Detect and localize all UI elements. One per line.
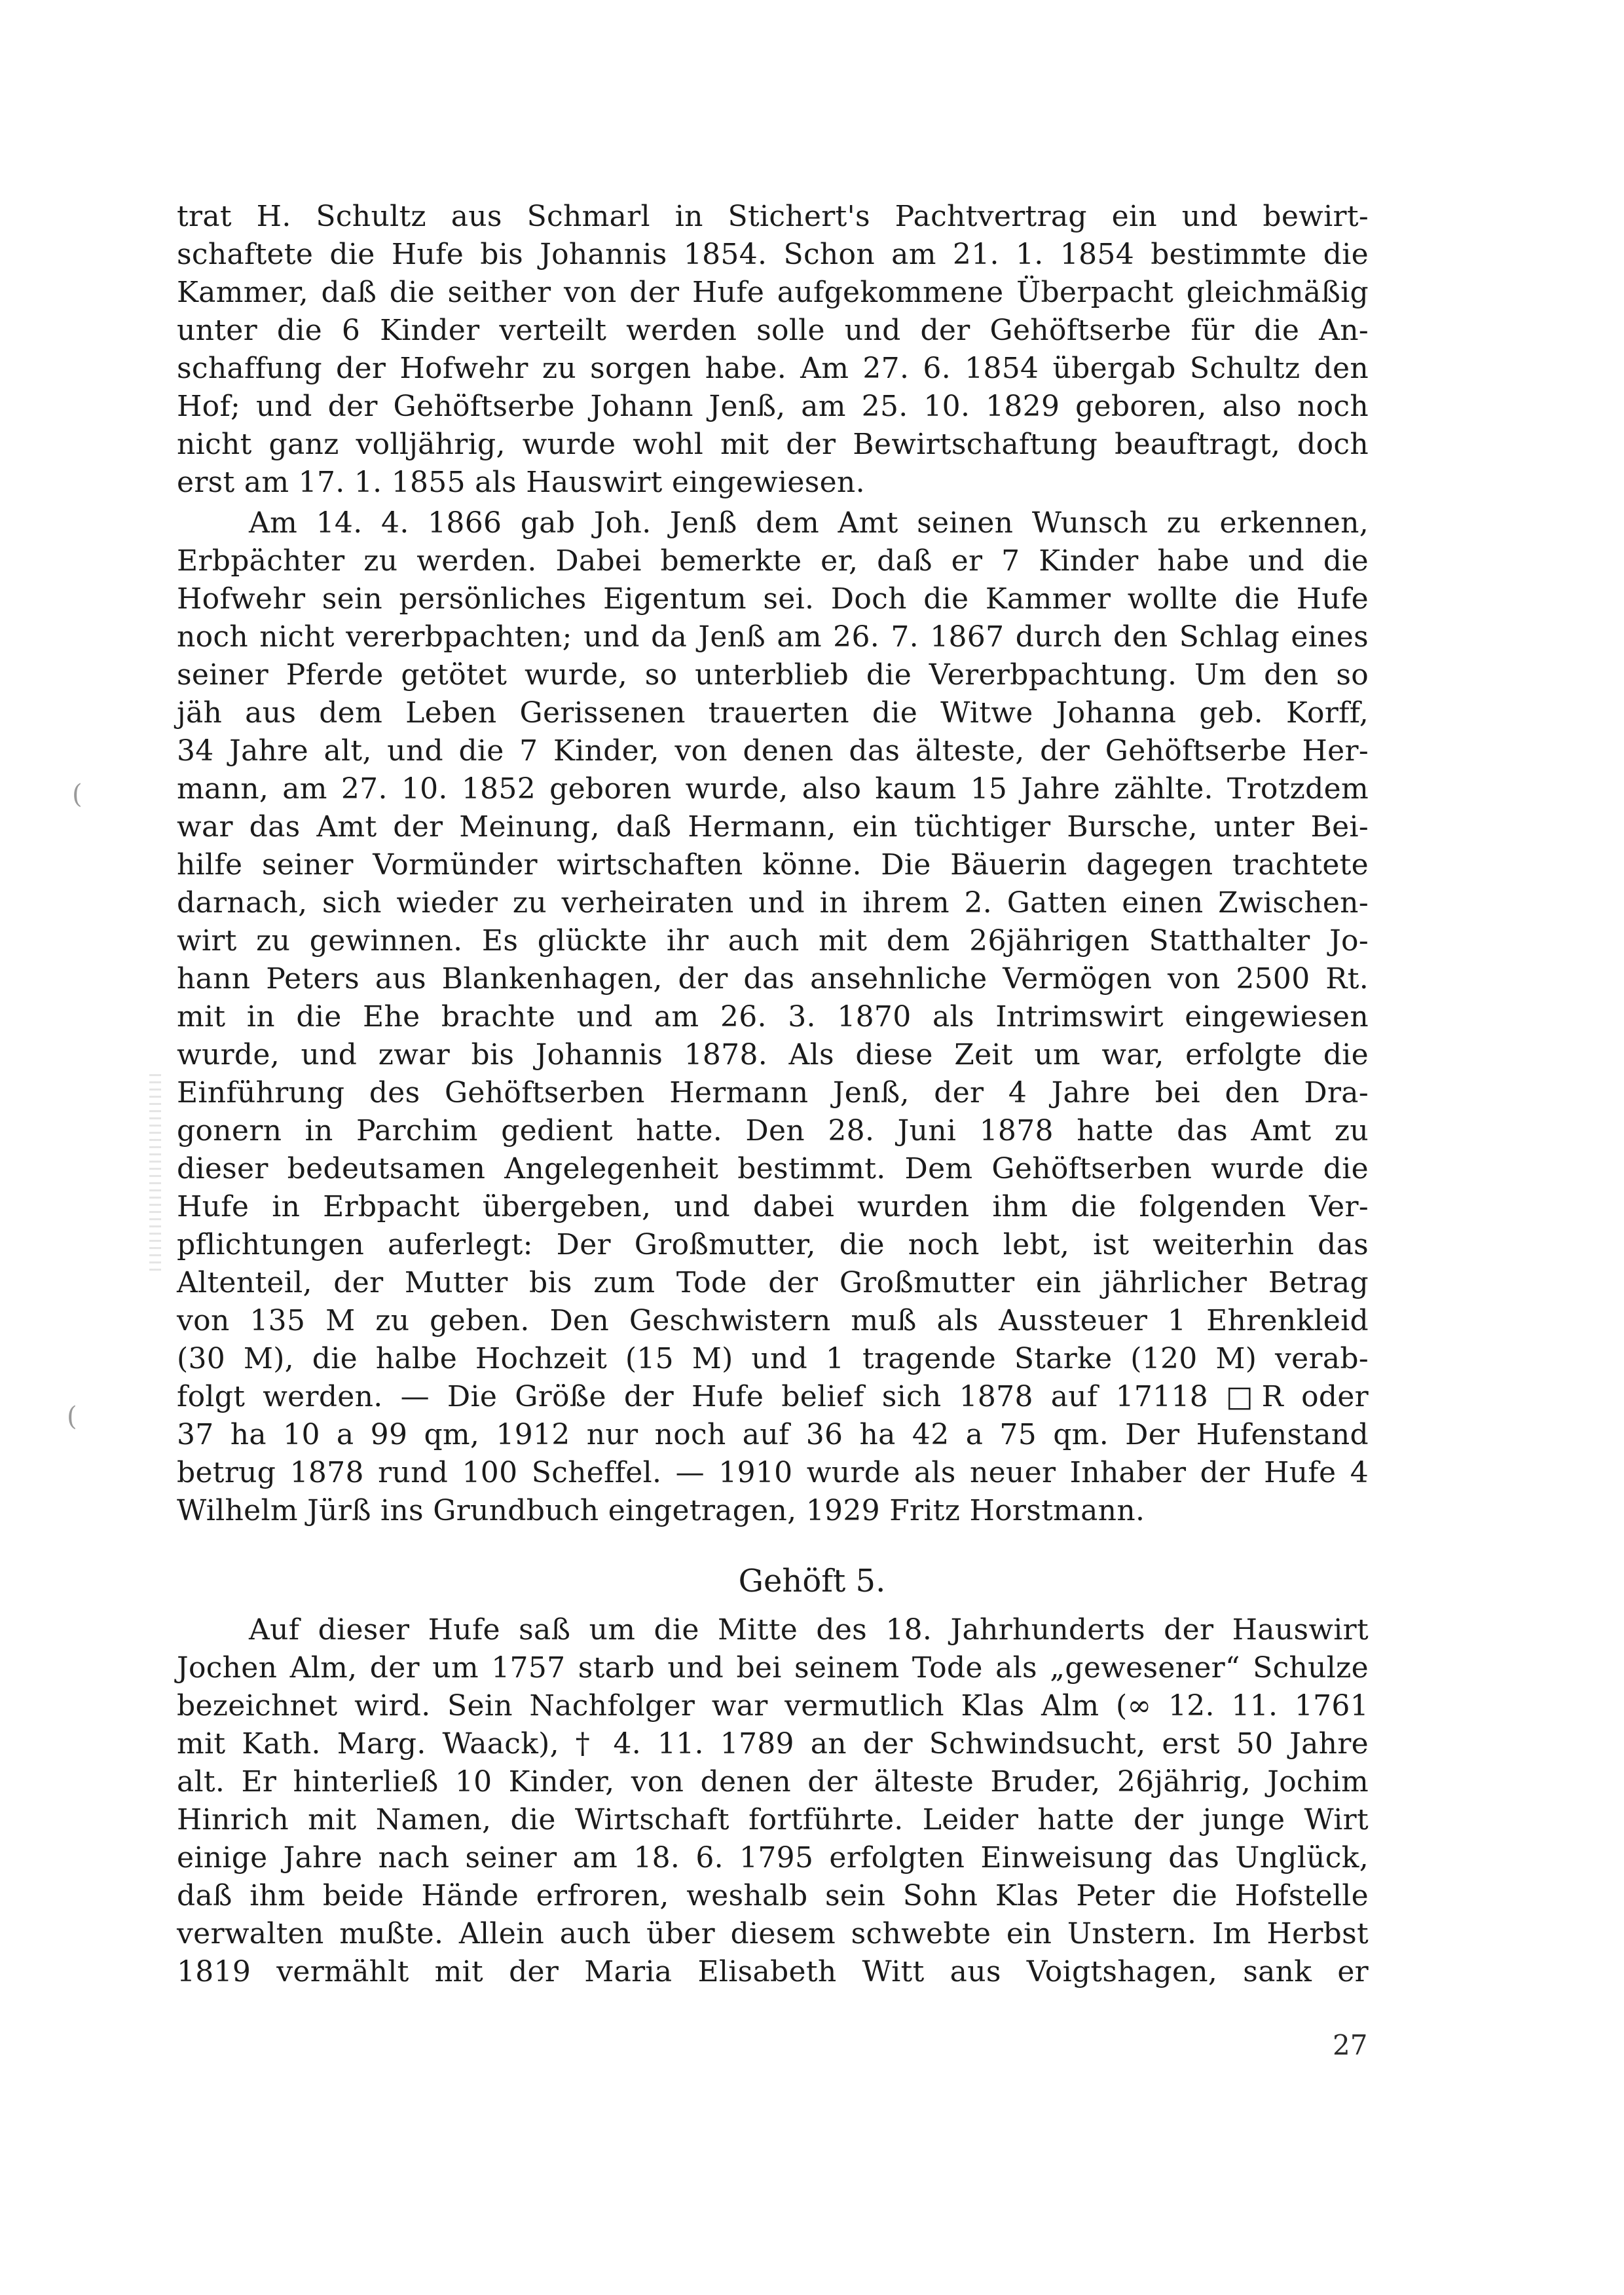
text-line: (30 M), die halbe Hochzeit (15 M) und 1 tragende Starke (120 M) verab-: [177, 1342, 1369, 1375]
text-line: einige Jahre nach seiner am 18. 6. 1795 erfolgten Einweisung das Unglück,: [177, 1841, 1369, 1875]
text-line: unter die 6 Kinder verteilt werden solle und der Gehöftserbe für die An-: [177, 314, 1369, 347]
text-line: Wilhelm Jürß ins Grundbuch eingetragen, 1929 Fritz Horstmann.: [177, 1494, 1145, 1527]
text-line: 34 Jahre alt, und die 7 Kinder, von denen das älteste, der Gehöftserbe Her-: [177, 734, 1369, 768]
margin-mark: (: [67, 1402, 77, 1432]
text-line: noch nicht vererbpachten; und da Jenß am 26. 7. 1867 durch den Schlag eines: [177, 620, 1369, 654]
text-line: mit in die Ehe brachte und am 26. 3. 1870 als Intrimswirt eingewiesen: [177, 1000, 1369, 1034]
paragraph-2: [177, 504, 1369, 1530]
text-line: Hof; und der Gehöftserbe Johann Jenß, am 25. 10. 1829 geboren, also noch: [177, 390, 1369, 423]
text-line: trat H. Schultz aus Schmarl in Stichert's Pachtvertrag ein und bewirt-: [177, 200, 1369, 233]
paragraph-1: [177, 198, 1369, 502]
text-line: darnach, sich wieder zu verheiraten und in ihrem 2. Gatten einen Zwischen-: [177, 886, 1369, 920]
text-line: schaftete die Hufe bis Johannis 1854. Schon am 21. 1. 1854 bestimmte die: [177, 238, 1369, 271]
text-line: Einführung des Gehöftserben Hermann Jenß, der 4 Jahre bei den Dra-: [177, 1076, 1369, 1110]
text-line: seiner Pferde getötet wurde, so unterblieb die Vererbpachtung. Um den so: [177, 658, 1369, 692]
text-line: mann, am 27. 10. 1852 geboren wurde, also kaum 15 Jahre zählte. Trotzdem: [177, 772, 1369, 806]
text-line: 37 ha 10 a 99 qm, 1912 nur noch auf 36 ha 42 a 75 qm. Der Hufenstand: [177, 1418, 1369, 1451]
text-line: mit Kath. Marg. Waack), † 4. 11. 1789 an der Schwindsucht, erst 50 Jahre: [177, 1727, 1369, 1761]
text-line: Am 14. 4. 1866 gab Joh. Jenß dem Amt seinen Wunsch zu erkennen,: [249, 506, 1369, 540]
text-line: pflichtungen auferlegt: Der Großmutter, die noch lebt, ist weiterhin das: [177, 1228, 1369, 1261]
text-line: betrug 1878 rund 100 Scheffel. — 1910 wurde als neuer Inhaber der Hufe 4: [177, 1456, 1369, 1489]
text-line: jäh aus dem Leben Gerissenen trauerten die Witwe Johanna geb. Korff,: [177, 696, 1369, 730]
text-line: Hinrich mit Namen, die Wirtschaft fortführte. Leider hatte der junge Wirt: [177, 1803, 1369, 1837]
text-line: hann Peters aus Blankenhagen, der das ansehnliche Vermögen von 2500 Rt.: [177, 962, 1369, 996]
text-line: Hofwehr sein persönliches Eigentum sei. Doch die Kammer wollte die Hufe: [177, 582, 1369, 616]
text-line: dieser bedeutsamen Angelegenheit bestimmt. Dem Gehöftserben wurde die: [177, 1152, 1369, 1185]
text-line: wurde, und zwar bis Johannis 1878. Als diese Zeit um war, erfolgte die: [177, 1038, 1369, 1072]
text-line: erst am 17. 1. 1855 als Hauswirt eingewiesen.: [177, 466, 865, 499]
text-line: Kammer, daß die seither von der Hufe aufgekommene Überpacht gleichmäßig: [177, 276, 1369, 309]
text-line: nicht ganz volljährig, wurde wohl mit der Bewirtschaftung beauftragt, doch: [177, 428, 1369, 461]
text-line: Jochen Alm, der um 1757 starb und bei seinem Tode als „gewesener“ Schulze: [177, 1651, 1369, 1685]
scan-speckle: [149, 1074, 161, 1271]
text-line: daß ihm beide Hände erfroren, weshalb sein Sohn Klas Peter die Hofstelle: [177, 1879, 1369, 1912]
text-line: bezeichnet wird. Sein Nachfolger war vermutlich Klas Alm (∞ 12. 11. 1761: [177, 1689, 1369, 1723]
section-heading: Gehöft 5.: [738, 1563, 886, 1599]
text-line: Hufe in Erbpacht übergeben, und dabei wurden ihm die folgenden Ver-: [177, 1190, 1369, 1223]
page-number: 27: [1333, 2029, 1368, 2061]
text-line: 1819 vermählt mit der Maria Elisabeth Witt aus Voigtshagen, sank er: [177, 1955, 1369, 1988]
text-line: war das Amt der Meinung, daß Hermann, ein tüchtiger Bursche, unter Bei-: [177, 810, 1369, 844]
text-line: Erbpächter zu werden. Dabei bemerkte er, daß er 7 Kinder habe und die: [177, 544, 1369, 578]
text-line: gonern in Parchim gedient hatte. Den 28. Juni 1878 hatte das Amt zu: [177, 1114, 1369, 1148]
text-line: Altenteil, der Mutter bis zum Tode der Großmutter ein jährlicher Betrag: [177, 1266, 1369, 1299]
text-line: wirt zu gewinnen. Es glückte ihr auch mit dem 26jährigen Statthalter Jo-: [177, 924, 1369, 958]
paragraph-3: [177, 1611, 1369, 1991]
text-line: schaffung der Hofwehr zu sorgen habe. Am 27. 6. 1854 übergab Schultz den: [177, 352, 1369, 385]
text-line: von 135 M zu geben. Den Geschwistern muß als Aussteuer 1 Ehrenkleid: [177, 1304, 1369, 1337]
text-line: folgt werden. — Die Größe der Hufe belief sich 1878 auf 17118 □R oder: [177, 1380, 1369, 1413]
margin-mark: (: [72, 779, 83, 810]
text-line: hilfe seiner Vormünder wirtschaften könne. Die Bäuerin dagegen trachtete: [177, 848, 1369, 882]
text-line: Auf dieser Hufe saß um die Mitte des 18. Jahrhunderts der Hauswirt: [249, 1613, 1369, 1647]
text-line: verwalten mußte. Allein auch über diesem schwebte ein Unstern. Im Herbst: [177, 1917, 1369, 1950]
text-line: alt. Er hinterließ 10 Kinder, von denen der älteste Bruder, 26jährig, Jochim: [177, 1765, 1369, 1799]
